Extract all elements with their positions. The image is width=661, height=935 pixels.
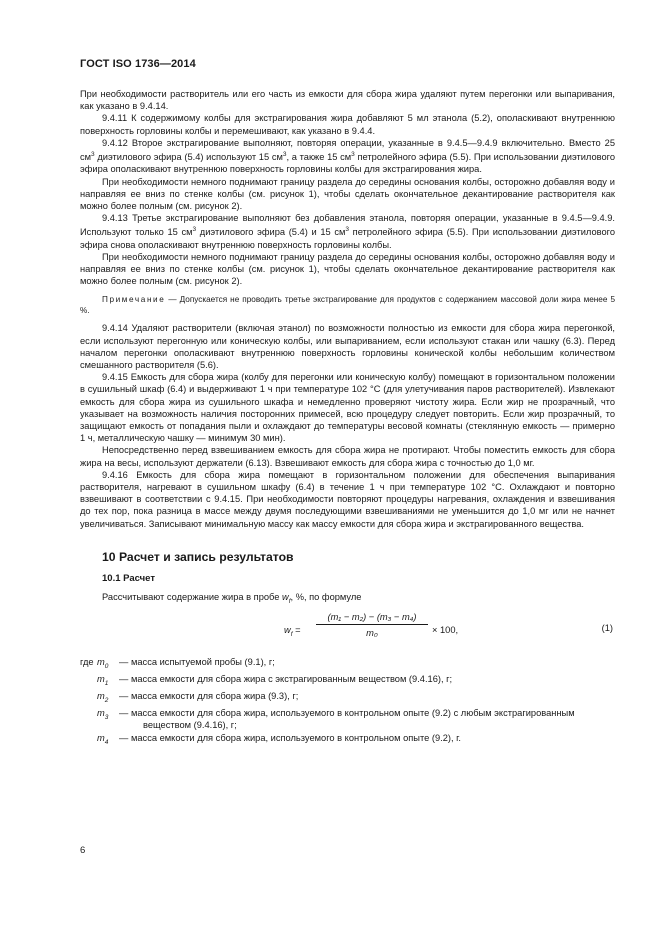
- definition-row: $m_1$ — масса емкости для сбора жира с экстрагированным веществом (9.4.16), г;: [97, 674, 453, 687]
- page-number: 6: [80, 845, 86, 856]
- section-heading: 10 Расчет и запись результатов: [102, 549, 294, 564]
- paragraph-9-4-11: 9.4.11 К содержимому колбы для экстрагирования жира добавляют 5 мл этанола (5.2), ополаскивают внутреннюю поверхность горловины колбы и перемешивают, как указано в 9.4.4.: [80, 113, 615, 136]
- note: [80, 294, 615, 316]
- formula: [80, 610, 615, 650]
- definition-row: $m_4$ — масса емкости для сбора жира, используемого в контрольном опыте (9.2), г.: [97, 732, 461, 746]
- paragraph: Непосредственно перед взвешиванием емкость для сбора жира не протирают. Чтобы поместить емкость для сбора жира на весы, используют держатели (6.13). Взвешивают емкость для сбора жира с точностью до 1,0 мг.: [80, 445, 615, 468]
- paragraph-9-4-15: 9.4.15 Емкость для сбора жира (колбу для перегонки или коническую колбу) помещают в горизонтальном положении в сушильный шкаф (6.4) и выдерживают 1 ч при температуре 102 °С (для улетучивания паров растворителей). Извлекают емкость для сбора жира из сушильного шкафа и немедленно проверяют чистоту жира. Если жир не прозрачный, что указывает на возможность наличия посторонних примесей, всю процедуру следует повторить. Если жир прозрачный, то защищают емкость от попадания пыли и охлаждают до температуры весовой комнаты (стеклянную емкость — примерно 1 ч, металлическую чашку — минимум 30 мин).: [80, 372, 615, 444]
- paragraph-9-4-12: 9.4.12 Второе экстрагирование выполняют, повторяя операции, указанные в 9.4.5—9.4.9 включительно. Вместо 25 $см^3$ диэтилового эфира (5.4) используют 15 $см^3$, а также 15 $см^3$ петролейного эфира (5.5). При использовании диэтилового эфира ополаскивают внутреннюю поверхность горловины колбы для экстрагирования жира.: [80, 137, 615, 175]
- paragraph-9-4-13: 9.4.13 Третье экстрагирование выполняют без добавления этанола, повторяя операции, указанные в 9.4.5—9.4.9. Используют только 15 $см^3$ диэтилового эфира (5.4) и 15 $см^3$ петролейного эфира (5.5). При использовании диэтилового эфира снова ополаскивают внутреннюю поверхность горловины колбы.: [80, 213, 615, 250]
- note-label: Примечание: [102, 295, 166, 305]
- note-text: — Допускается не проводить третье экстрагирование для продуктов с содержанием массовой доли жира менее 5 %.: [80, 295, 615, 316]
- formula-denominator: m₀: [366, 627, 378, 638]
- definition-row: где $m_0$ — масса испытуемой пробы (9.1), г;: [80, 656, 275, 670]
- variable-definitions: [80, 656, 615, 749]
- paragraph-9-4-16: 9.4.16 Емкость для сбора жира помещают в горизонтальном положении для обеспечения выпаривания растворителя, нагревают в сушильном шкафу (6.4) в течение 1 ч при температуре 102 °С. Охлаждают и повторно взвешивают в соответствии с 9.4.15. При необходимости повторяют процедуры нагревания, охлаждения и взвешивания до тех пор, пока разница в массе между двумя последующими взвешиваниями не уменьшится до 1,0 мг или не начнет увеличиваться. Записывают минимальную массу как массу емкости для сбора жира и экстрагированного вещества.: [80, 469, 615, 529]
- definition-row: $m_3$ — масса емкости для сбора жира, используемого в контрольном опыте (9.2) с любым экстрагированным веществом (9.4.16), г;: [97, 708, 575, 731]
- formula-lhs: $w_f$ =: [284, 624, 301, 638]
- paragraph: При необходимости немного поднимают границу раздела до середины основания колбы, осторожно добавляя воду и направляя ее вниз по стенке колбы (см. рисунок 1), чтобы сделать окончательное декантирование растворителя как можно более полным (см. рисунок 2).: [80, 176, 615, 211]
- body-text: [80, 88, 615, 530]
- formula-intro: Рассчитывают содержание жира в пробе $w_f$, %, по формуле: [102, 591, 362, 605]
- paragraph: При необходимости немного поднимают границу раздела до середины основания колбы, осторожно добавляя воду и направляя ее вниз по стенке колбы (см. рисунок 1), чтобы сделать окончательное декантирование растворителя как можно более полным (см. рисунок 2).: [80, 251, 615, 287]
- formula-fraction: [316, 612, 428, 638]
- formula-multiplier: × 100,: [432, 624, 459, 635]
- subsection-heading: 10.1 Расчет: [102, 572, 155, 584]
- formula-numerator: (m₁ − m₂) − (m₃ − m₄): [316, 612, 428, 625]
- paragraph-9-4-14: 9.4.14 Удаляют растворители (включая этанол) по возможности полностью из емкости для сбора жира перегонкой, если используют перегонную или коническую колбы, или выпариванием, если используют стакан или чашку (6.3). Перед началом перегонки ополаскивают внутреннюю поверхность горловины конической колбы небольшим количеством смешанного растворителя (5.6).: [80, 323, 615, 371]
- formula-number: (1): [601, 622, 613, 633]
- definition-row: $m_2$ — масса емкости для сбора жира (9.3), г;: [97, 691, 299, 704]
- paragraph: При необходимости растворитель или его часть из емкости для сбора жира удаляют путем перегонки или выпаривания, как указано в 9.4.14.: [80, 89, 615, 112]
- document-page: [80, 58, 615, 749]
- document-code: ГОСТ ISO 1736—2014: [80, 58, 196, 70]
